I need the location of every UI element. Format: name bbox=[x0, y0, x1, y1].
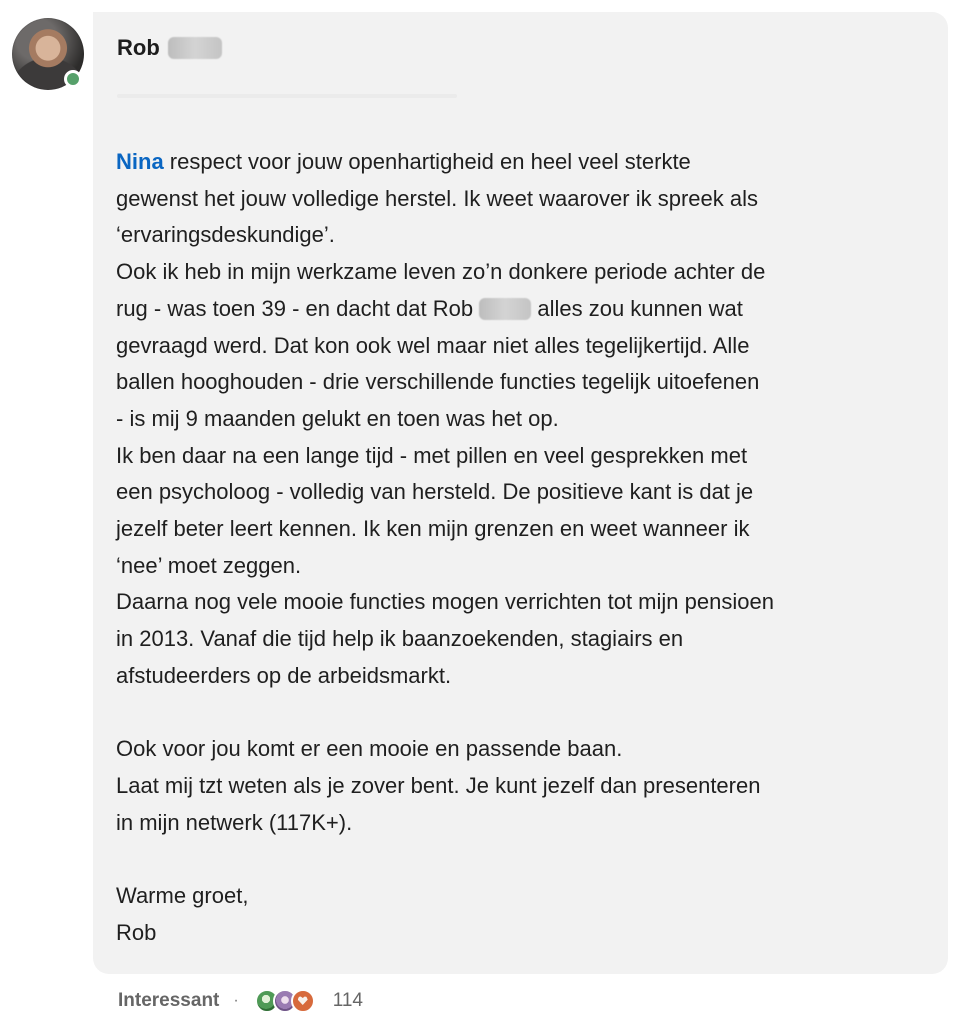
comment-line bbox=[116, 291, 926, 328]
redacted-name-inline bbox=[479, 298, 531, 320]
redacted-surname bbox=[168, 37, 222, 59]
comment-line: jezelf beter leert kennen. Ik ken mijn grenzen en weet wanneer ik bbox=[116, 516, 750, 542]
comment-author-row bbox=[117, 34, 222, 62]
comment-line: afstudeerders op de arbeidsmarkt. bbox=[116, 662, 452, 688]
comment-line: Ook ik heb in mijn werkzame leven zo’n donkere periode achter de bbox=[116, 259, 766, 285]
author-headline-redacted bbox=[117, 86, 637, 106]
mention-link[interactable]: Nina bbox=[116, 149, 164, 174]
author-avatar-container[interactable] bbox=[12, 18, 84, 90]
comment-bubble bbox=[93, 12, 948, 974]
author-name[interactable]: Rob bbox=[117, 35, 160, 60]
reaction-count[interactable]: 114 bbox=[332, 990, 363, 1011]
comment-actions-bar bbox=[118, 986, 363, 1016]
comment-line: in 2013. Vanaf die tijd help ik baanzoekenden, stagiairs en bbox=[116, 626, 684, 652]
react-button[interactable]: Interessant bbox=[118, 990, 220, 1011]
comment-line: - is mij 9 maanden gelukt en toen was het op. bbox=[116, 405, 559, 431]
comment-line-text: rug - was toen 39 - en dacht dat Rob bbox=[116, 295, 474, 321]
comment-line: Rob bbox=[116, 919, 157, 945]
paragraph-gap bbox=[116, 841, 926, 878]
love-icon bbox=[291, 989, 315, 1013]
comment-line: een psycholoog - volledig van hersteld. De positieve kant is dat je bbox=[116, 479, 754, 505]
comment-line: Ik ben daar na een lange tijd - met pillen en veel gesprekken met bbox=[116, 442, 748, 468]
comment-text bbox=[116, 144, 926, 951]
comment-line: gewenst het jouw volledige herstel. Ik weet waarover ik spreek als bbox=[116, 185, 758, 211]
comment-line: Laat mij tzt weten als je zover bent. Je kunt jezelf dan presenteren bbox=[116, 772, 761, 798]
comment-line: gevraagd werd. Dat kon ook wel maar niet alles tegelijkertijd. Alle bbox=[116, 332, 750, 358]
comment-line: ‘nee’ moet zeggen. bbox=[116, 552, 302, 578]
comment-line: Daarna nog vele mooie functies mogen verrichten tot mijn pensioen bbox=[116, 589, 774, 615]
comment-line-text: respect voor jouw openhartigheid en heel veel sterkte bbox=[163, 149, 691, 174]
comment-line bbox=[116, 144, 926, 181]
comment-line: ‘ervaringsdeskundige’. bbox=[116, 222, 335, 248]
paragraph-gap bbox=[116, 695, 926, 732]
comment-line-text: alles zou kunnen wat bbox=[531, 295, 743, 321]
online-status-icon bbox=[64, 70, 82, 88]
comment-line: ballen hooghouden - drie verschillende functies tegelijk uitoefenen bbox=[116, 369, 760, 395]
comment-line: Ook voor jou komt er een mooie en passende baan. bbox=[116, 736, 623, 762]
reaction-icons[interactable] bbox=[255, 989, 315, 1013]
separator: · bbox=[233, 992, 239, 1009]
comment-line: in mijn netwerk (117K+). bbox=[116, 809, 353, 835]
comment-line: Warme groet, bbox=[116, 883, 249, 909]
